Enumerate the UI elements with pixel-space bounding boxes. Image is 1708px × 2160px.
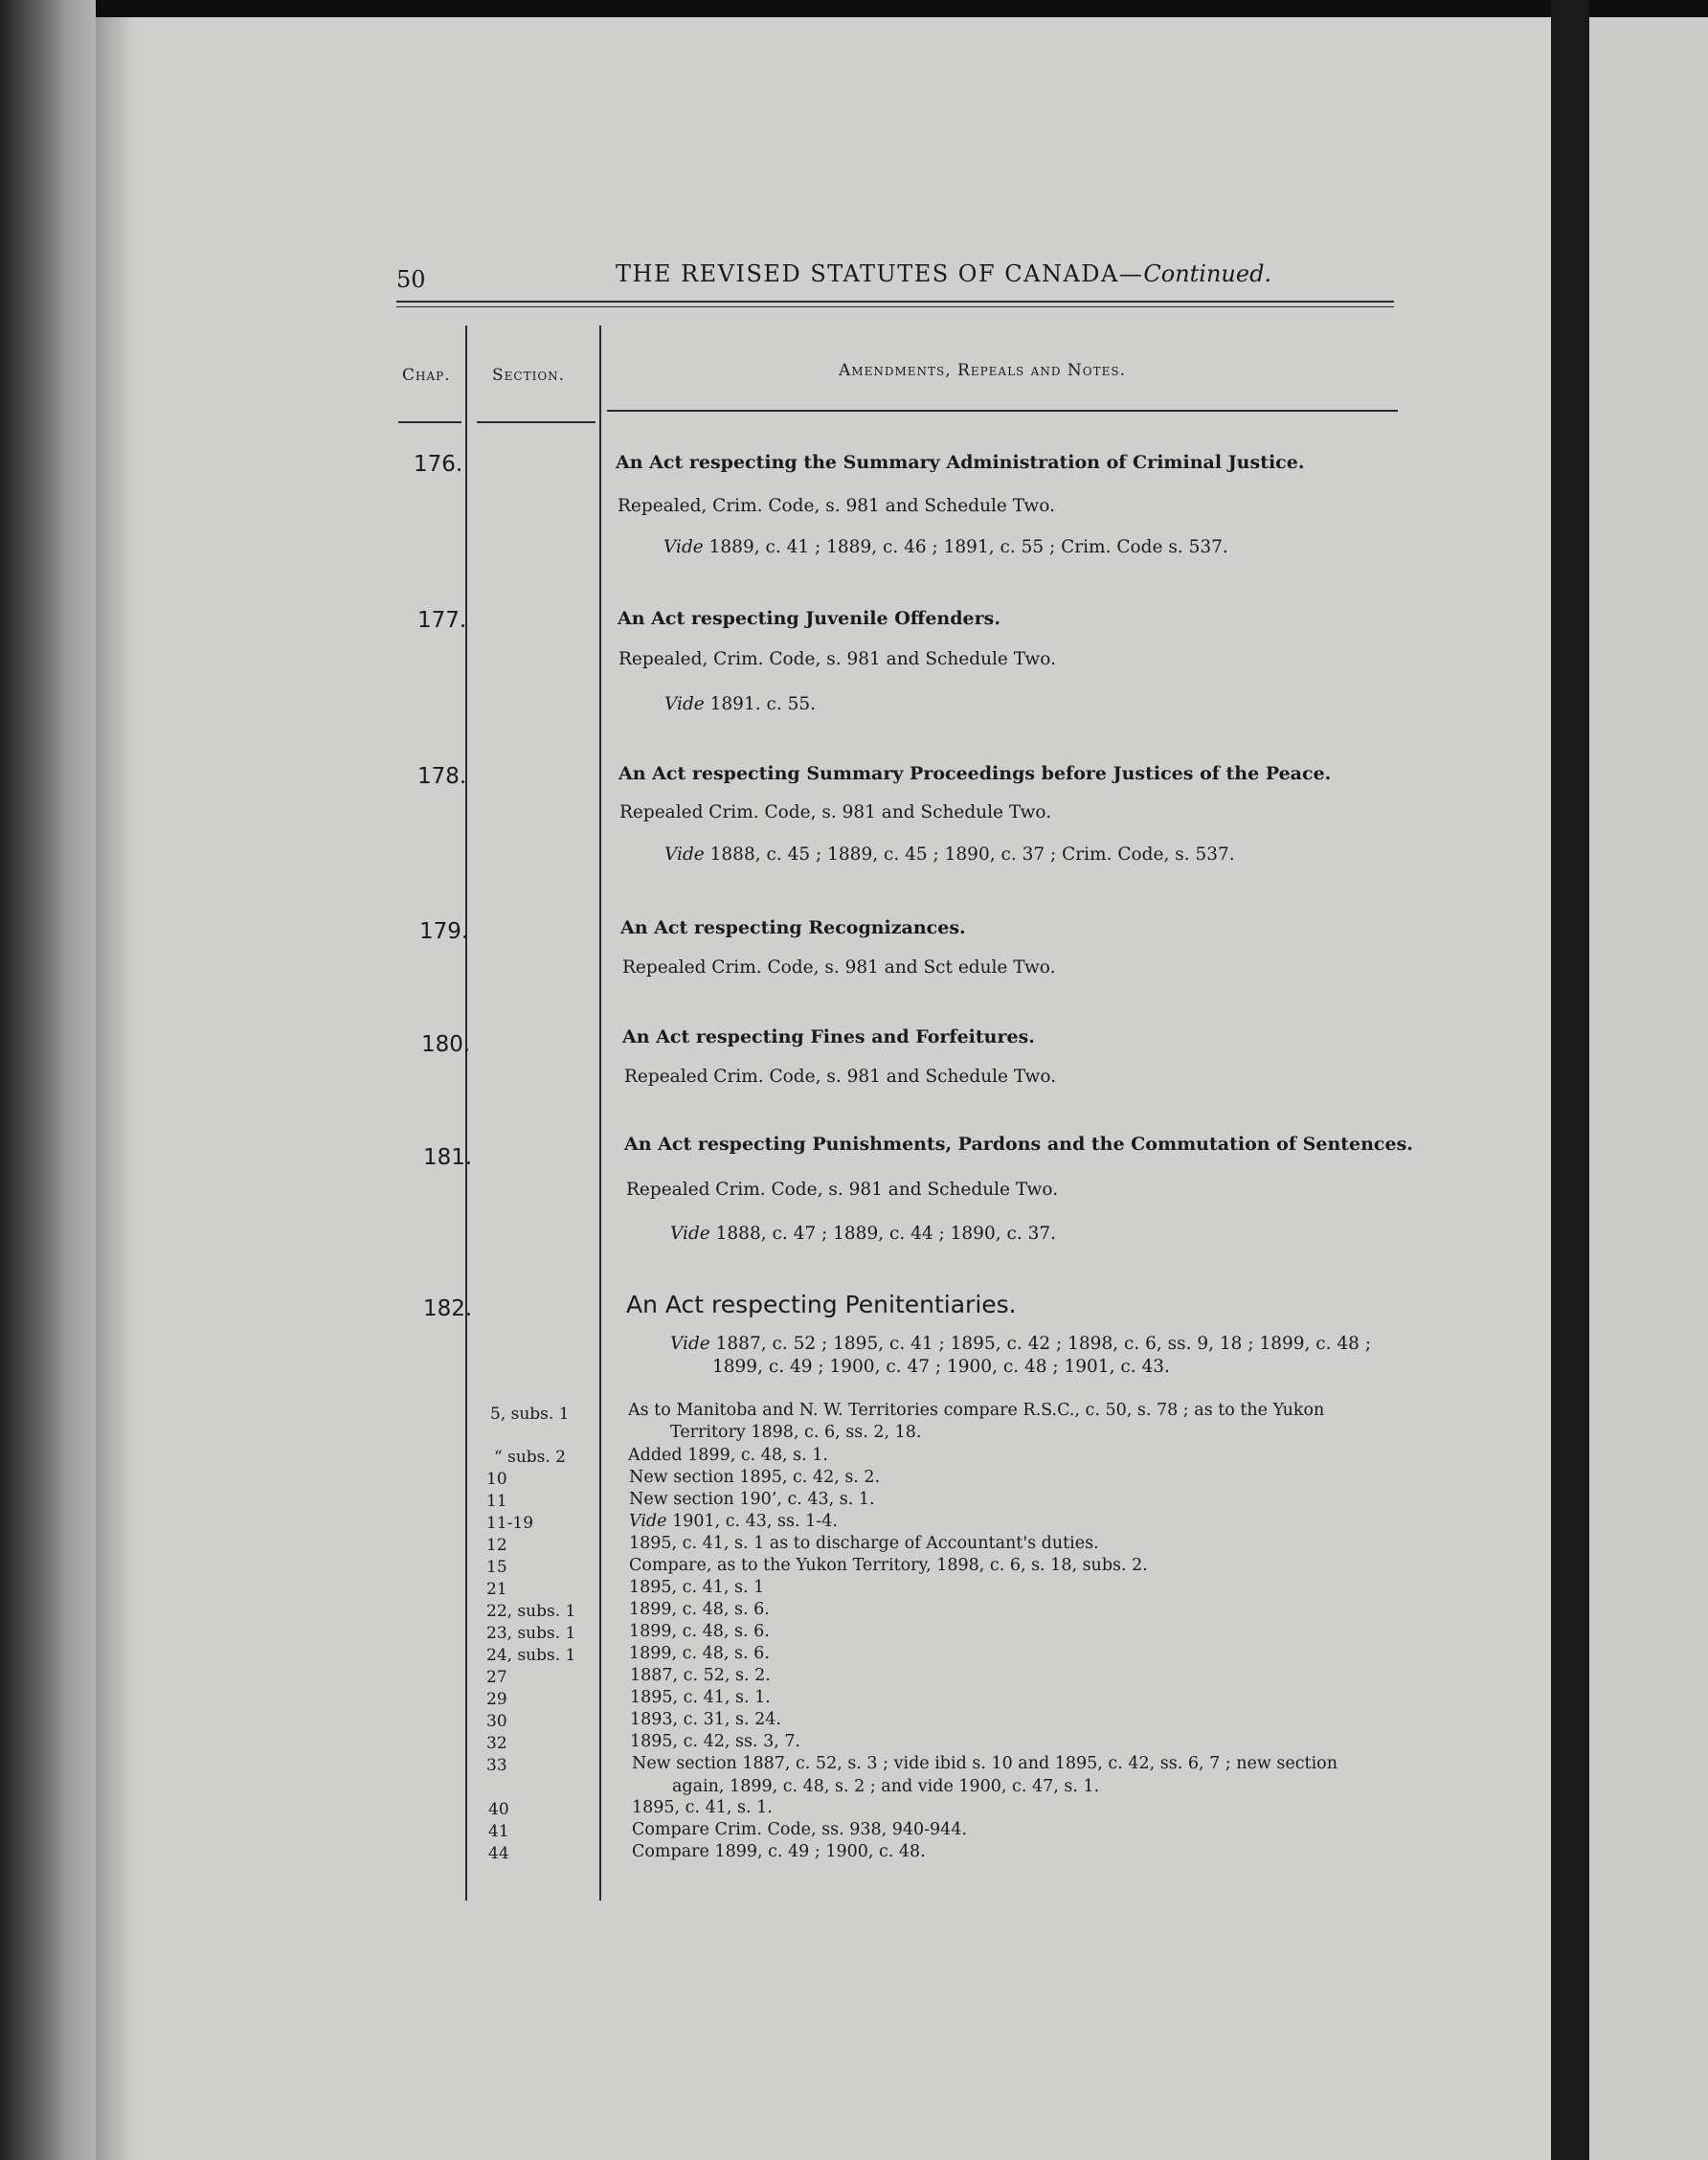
section-ref: 27 [486,1668,507,1687]
vide-references: 1891. c. 55. [709,694,817,714]
chapter-number: 179. [419,919,469,944]
chapter-number: 181. [423,1145,473,1170]
act-title: An Act respecting the Summary Administration of Criminal Justice. [616,452,1305,473]
vide-references: 1901, c. 43, ss. 1-4. [672,1512,838,1531]
section-note: Compare Crim. Code, ss. 938, 940-944. [632,1820,968,1839]
section-ref: 5, subs. 1 [490,1405,570,1424]
vide-references: 1889, c. 41 ; 1889, c. 46 ; 1891, c. 55 ; Crim. Code s. 537. [708,537,1228,557]
vide-label: Vide [629,1512,667,1531]
vide-note-continued: 1899, c. 49 ; 1900, c. 47 ; 1900, c. 48 ; 1901, c. 43. [712,1357,1170,1377]
section-note: 1895, c. 41, s. 1. [632,1798,773,1817]
page-gutter-shadow [96,17,134,2160]
section-ref: 32 [486,1734,507,1753]
chapter-number: 182. [423,1296,473,1321]
header-rule-bottom [396,306,1394,307]
section-note: 1887, c. 52, s. 2. [630,1666,771,1685]
repeal-note: Repealed Crim. Code, s. 981 and Schedule Two. [626,1180,1059,1200]
repeal-note: Repealed, Crim. Code, s. 981 and Schedule Two. [618,649,1056,669]
section-ref: 15 [486,1558,507,1577]
page-number: 50 [396,266,426,293]
repeal-note: Repealed Crim. Code, s. 981 and Schedule Two. [624,1067,1057,1087]
section-ref: 24, subs. 1 [486,1646,576,1665]
section-note: 1893, c. 31, s. 24. [630,1710,781,1729]
notes-header-rule [607,410,1398,412]
section-note: New section 1895, c. 42, s. 2. [629,1468,881,1487]
section-note [629,1512,838,1531]
vide-label: Vide [664,844,705,865]
section-ref: 33 [486,1756,507,1775]
section-ref: 12 [486,1536,507,1555]
act-title: An Act respecting Summary Proceedings before Justices of the Peace. [618,763,1332,784]
section-note: New section 1887, c. 52, s. 3 ; vide ibid s. 10 and 1895, c. 42, ss. 6, 7 ; new section [632,1754,1337,1773]
section-note: 1899, c. 48, s. 6. [629,1622,770,1641]
vide-note [664,694,816,714]
section-note-continued: Territory 1898, c. 6, ss. 2, 18. [670,1423,922,1442]
act-title: An Act respecting Recognizances. [620,917,966,938]
act-title: An Act respecting Juvenile Offenders. [618,608,1000,629]
act-title: An Act respecting Fines and Forfeitures. [622,1026,1035,1047]
vide-label: Vide [664,694,705,714]
chap-header-rule [398,421,461,423]
vide-references: 1887, c. 52 ; 1895, c. 41 ; 1895, c. 42 ; 1898, c. 6, ss. 9, 18 ; 1899, c. 48 ; [715,1334,1372,1354]
header-rule-top [396,301,1394,303]
vide-note [670,1334,1371,1354]
column-header-section: Section. [492,366,566,385]
section-note: 1899, c. 48, s. 6. [629,1600,770,1619]
section-ref: “ subs. 2 [494,1448,566,1467]
column-divider-1 [465,326,467,1901]
section-ref: 21 [486,1580,507,1599]
vide-references: 1888, c. 47 ; 1889, c. 44 ; 1890, c. 37. [715,1224,1057,1244]
vide-references: 1888, c. 45 ; 1889, c. 45 ; 1890, c. 37 ; Crim. Code, s. 537. [709,844,1235,865]
vide-label: Vide [663,537,704,557]
scan-top-edge [0,0,1708,17]
facing-page-edge [1589,17,1708,2160]
section-note: As to Manitoba and N. W. Territories compare R.S.C., c. 50, s. 78 ; as to the Yukon [628,1401,1325,1420]
section-ref: 11 [486,1492,507,1511]
vide-note [670,1224,1056,1244]
section-note: Added 1899, c. 48, s. 1. [628,1446,828,1465]
repeal-note: Repealed, Crim. Code, s. 981 and Schedule Two. [618,496,1055,516]
section-note: 1895, c. 41, s. 1 [629,1578,765,1597]
column-header-notes: Amendments, Repeals and Notes. [839,361,1126,380]
column-divider-2 [599,326,601,1901]
repeal-note: Repealed Crim. Code, s. 981 and Sct edule Two. [622,957,1056,978]
section-ref: 30 [486,1712,507,1731]
act-title: An Act respecting Penitentiaries. [626,1291,1017,1318]
vide-label: Vide [670,1334,710,1354]
section-ref: 10 [486,1470,507,1489]
book-spine-edge [0,0,96,2160]
page-gap [1551,0,1589,2160]
chapter-number: 180. [421,1032,471,1057]
vide-note [663,537,1228,557]
section-note: 1899, c. 48, s. 6. [629,1644,770,1663]
section-note: Compare, as to the Yukon Territory, 1898, c. 6, s. 18, subs. 2. [629,1556,1148,1575]
section-note: New section 190’, c. 43, s. 1. [629,1490,875,1509]
section-note: Compare 1899, c. 49 ; 1900, c. 48. [632,1842,926,1861]
section-ref: 44 [488,1844,509,1863]
section-header-rule [477,421,596,423]
section-note: 1895, c. 42, ss. 3, 7. [630,1732,801,1751]
section-ref: 22, subs. 1 [486,1602,576,1621]
chapter-number: 176. [414,452,463,477]
vide-note [664,844,1235,865]
repeal-note: Repealed Crim. Code, s. 981 and Schedule Two. [619,802,1052,822]
section-ref: 11-19 [486,1514,534,1533]
section-ref: 23, subs. 1 [486,1624,576,1643]
running-head-title: THE REVISED STATUTES OF CANADA— [616,260,1144,287]
running-head [616,260,1271,287]
section-ref: 29 [486,1690,507,1709]
column-header-chap: Chap. [402,366,451,385]
section-ref: 40 [488,1800,509,1819]
chapter-number: 177. [417,608,467,633]
section-note-continued: again, 1899, c. 48, s. 2 ; and vide 1900, c. 47, s. 1. [672,1777,1100,1796]
act-title: An Act respecting Punishments, Pardons and the Commutation of Sentences. [624,1134,1413,1155]
vide-label: Vide [670,1224,710,1244]
section-note: 1895, c. 41, s. 1. [630,1688,771,1707]
section-ref: 41 [488,1822,509,1841]
running-head-continued: Continued. [1143,260,1272,287]
section-note: 1895, c. 41, s. 1 as to discharge of Accountant's duties. [629,1534,1099,1553]
chapter-number: 178. [417,764,467,789]
